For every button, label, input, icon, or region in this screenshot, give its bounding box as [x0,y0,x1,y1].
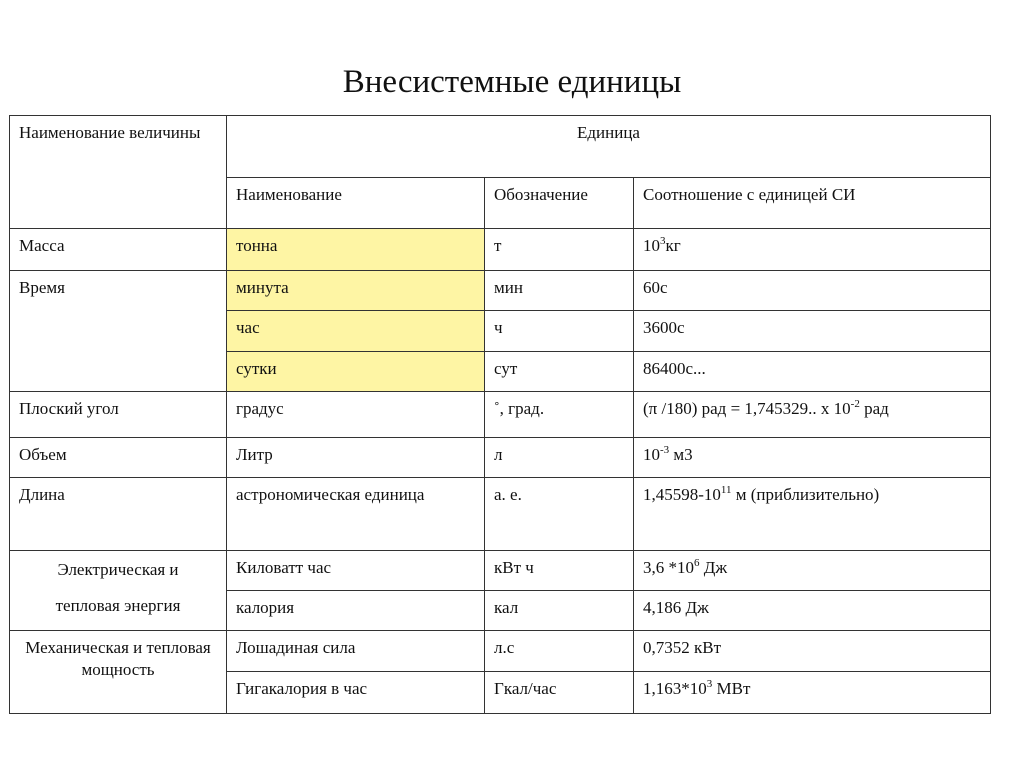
unit-symbol-cell: ˚, град. [485,391,634,437]
quantity-cell: Время [10,271,227,392]
quantity-cell: Масса [10,228,227,270]
quantity-cell: Электрическая и тепловая энергия [10,550,227,631]
unit-name-cell: тонна [227,228,485,270]
unit-ratio-cell: 0,7352 кВт [634,631,991,671]
header-unit: Единица [227,116,991,178]
header-symbol: Обозначение [485,178,634,228]
unit-symbol-cell: а. е. [485,478,634,550]
table-row [10,550,991,590]
quantity-cell: Механическая и тепловая мощность [10,631,227,714]
header-ratio: Соотношение с единицей СИ [634,178,991,228]
unit-name-cell: Лошадиная сила [227,631,485,671]
unit-name-cell: астрономическая единица [227,478,485,550]
unit-ratio-cell: $10^{-3}$ м3 [634,438,991,478]
unit-symbol-cell: л.с [485,631,634,671]
unit-name-cell: Гигакалория в час [227,671,485,713]
header-name: Наименование [227,178,485,228]
unit-symbol-cell: кал [485,591,634,631]
unit-symbol-cell: кВт ч [485,550,634,590]
unit-symbol-cell: т [485,228,634,270]
header-quantity: Наименование величины [10,116,227,229]
unit-name-cell: калория [227,591,485,631]
unit-symbol-cell: сут [485,351,634,391]
table-row [10,438,991,478]
table-row [10,631,991,671]
unit-ratio-cell: 3600с [634,311,991,351]
unit-name-cell: градус [227,391,485,437]
page-title: Внесистемные единицы [342,64,682,100]
quantity-cell: Объем [10,438,227,478]
unit-ratio-cell: $1,45598-10^{11}$ м (приблизительно) [634,478,991,550]
table-row [10,228,991,270]
unit-symbol-cell: ч [485,311,634,351]
unit-ratio-cell: 86400с... [634,351,991,391]
unit-name-cell: час [227,311,485,351]
units-table [9,115,991,714]
unit-ratio-cell: 4,186 Дж [634,591,991,631]
unit-name-cell: минута [227,271,485,311]
unit-ratio-cell: 3,6 $*10^6$ Дж [634,550,991,590]
table-row [10,478,991,550]
unit-ratio-cell: $10^3кг$ [634,228,991,270]
unit-ratio-cell: (π /180) рад = 1,745329.. x $10^{-2}$ рад [634,391,991,437]
unit-symbol-cell: л [485,438,634,478]
unit-name-cell: Литр [227,438,485,478]
unit-symbol-cell: мин [485,271,634,311]
table-header-row [10,116,991,178]
quantity-cell: Плоский угол [10,391,227,437]
unit-name-cell: Киловатт час [227,550,485,590]
unit-name-cell: сутки [227,351,485,391]
quantity-cell: Длина [10,478,227,550]
unit-ratio-cell: 60с [634,271,991,311]
table-row [10,391,991,437]
table-row [10,271,991,311]
unit-ratio-cell: $1,163*10^3$ МВт [634,671,991,713]
unit-symbol-cell: Гкал/час [485,671,634,713]
